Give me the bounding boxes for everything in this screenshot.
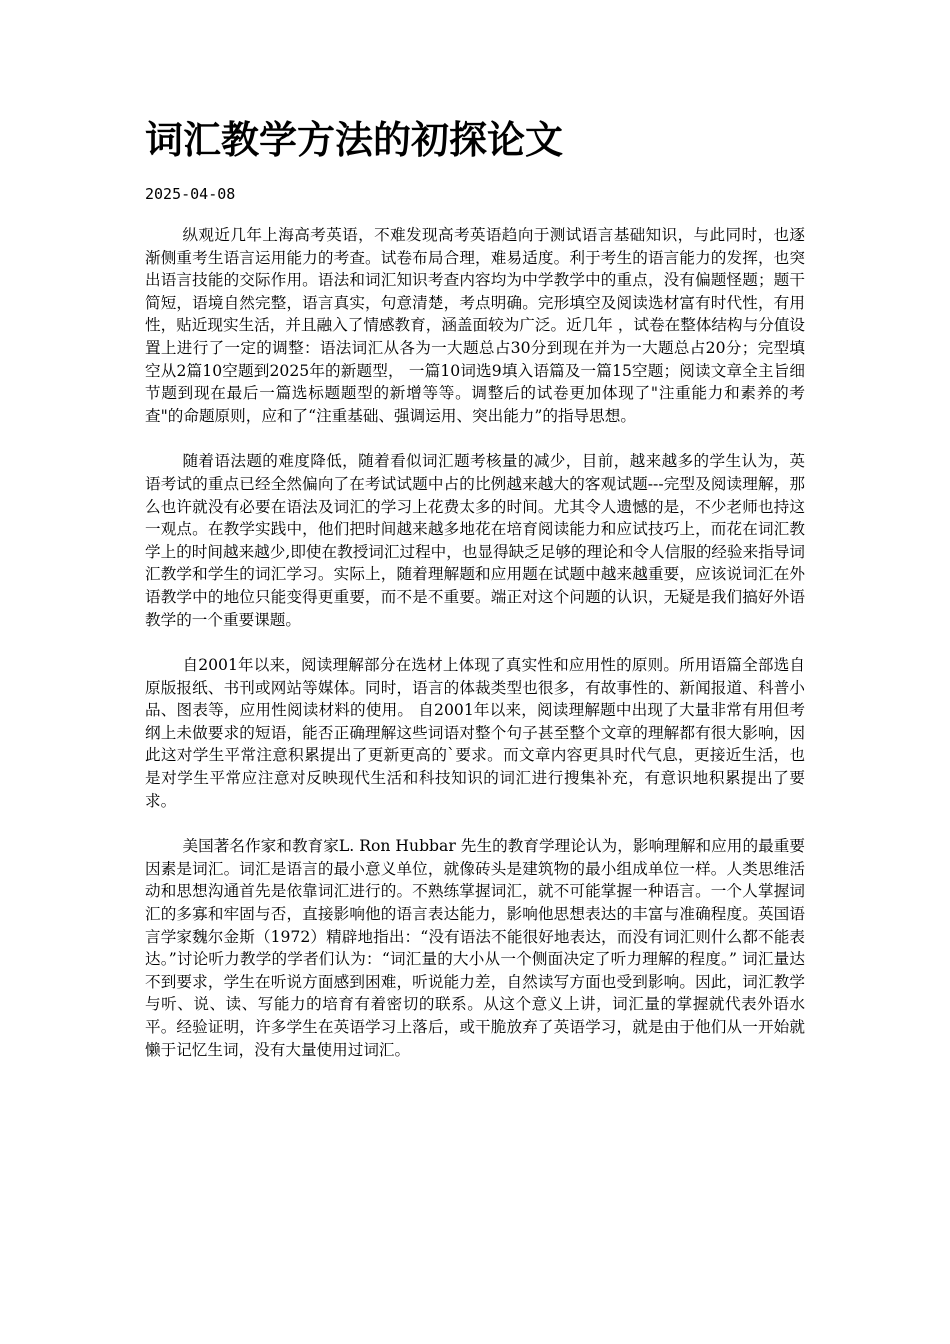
article-paragraph-3: 自2001年以来，阅读理解部分在选材上体现了真实性和应用性的原则。所用语篇全部选自原版报纸、书刊或网站等媒体。同时，语言的体裁类型也很多，有故事性的、新闻报道、科普小品、图表等，应用性阅读材料的使用。 自2001年以来，阅读理解题中出现了大量非常有用但考纲上未做要求的短语，能否正确理解这些词语对整个句子甚至整个文章的理解都有很大影响，因此这对学生平常注意积累提出了更新更高的`要求。而文章内容更具时代气息，更接近生活，也是对学生平常应注意对反映现代生活和科技知识的词汇进行搜集补充，有意识地积累提出了要求。 [145, 656, 805, 810]
article-paragraph-4: 美国著名作家和教育家L. Ron Hubbar 先生的教育学理论认为，影响理解和应用的最重要因素是词汇。词汇是语言的最小意义单位，就像砖头是建筑物的最小组成单位一样。人类思维活动和思想沟通首先是依靠词汇进行的。不熟练掌握词汇，就不可能掌握一种语言。一个人掌握词汇的多寡和牢固与否，直接影响他的语言表达能力，影响他思想表达的丰富与准确程度。英国语言学家魏尔金斯（1972）精辟地指出：“没有语法不能很好地表达，而没有词汇则什么都不能表达。”讨论听力教学的学者们认为：“词汇量的大小从一个侧面决定了听力理解的程度。” 词汇量达不到要求，学生在听说方面感到困难，听说能力差，自然读写方面也受到影响。因此，词汇教学与听、说、读、写能力的培育有着密切的联系。从这个意义上讲，词汇量的掌握就代表外语水平。经验证明，许多学生在英语学习上落后，或干脆放弃了英语学习，就是由于他们从一开始就懒于记忆生词，没有大量使用过词汇。 [145, 837, 805, 1059]
article-paragraph-2: 随着语法题的难度降低，随着看似词汇题考核量的减少，目前，越来越多的学生认为，英语考试的重点已经全然偏向了在考试试题中占的比例越来越大的客观试题---完型及阅读理解，那么也许就没有必要在语法及词汇的学习上花费太多的时间。尤其令人遗憾的是，不少老师也持这一观点。在教学实践中，他们把时间越来越多地花在培育阅读能力和应试技巧上，而花在词汇教学上的时间越来越少,即使在教授词汇过程中，也显得缺乏足够的理论和令人信服的经验来指导词汇教学和学生的词汇学习。实际上，随着理解题和应用题在试题中越来越重要，应该说词汇在外语教学中的地位只能变得更重要，而不是不重要。端正对这个问题的认识，无疑是我们搞好外语教学的一个重要课题。 [145, 452, 805, 629]
article [145, 112, 805, 1084]
article-date: 2025-04-08 [145, 185, 236, 203]
article-title: 词汇教学方法的初探论文 [145, 118, 564, 162]
article-paragraph-1: 纵观近几年上海高考英语，不难发现高考英语趋向于测试语言基础知识，与此同时，也逐渐侧重考生语言运用能力的考查。试卷布局合理，难易适度。利于考生的语言能力的发挥，也突出语言技能的交际作用。语法和词汇知识考查内容均为中学教学中的重点，没有偏题怪题；题干简短，语境自然完整，语言真实，句意清楚，考点明确。完形填空及阅读选材富有时代性，有用性，贴近现实生活，并且融入了情感教育，涵盖面较为广泛。近几年 ，试卷在整体结构与分值设置上进行了一定的调整：语法词汇从各为一大题总占30分到现在并为一大题总占20分；完型填空从2篇10空题到2025年的新题型， 一篇10词选9填入语篇及一篇15空题；阅读文章全主旨细节题到现在最后一篇选标题题型的新增等等。调整后的试卷更加体现了"注重能力和素养的考查"的命题原则，应和了“注重基础、强调运用、突出能力”的指导思想。 [145, 226, 805, 425]
